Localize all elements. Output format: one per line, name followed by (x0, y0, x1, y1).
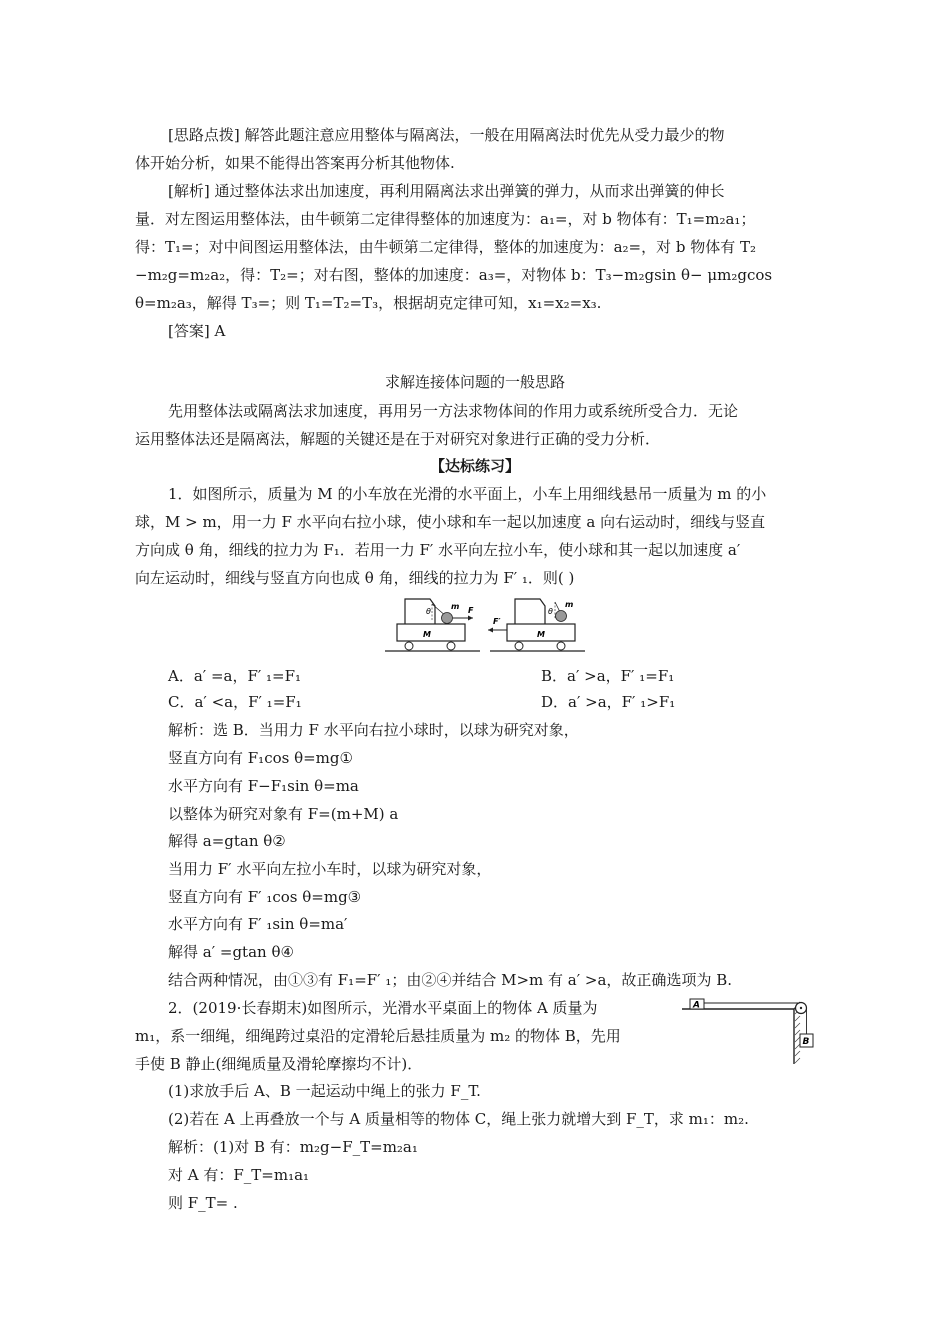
q1-line-2: 球，M > m，用一力 F 水平向右拉小球，使小球和车一起以加速度 a 向右运动时，细线与竖直 (135, 513, 766, 531)
q1-solution-line-1: 解析：选 B．当用力 F 水平向右拉小球时，以球为研究对象， (168, 721, 579, 739)
q1-solution-line-3: 水平方向有 F−F₁sin θ=ma (168, 777, 359, 795)
right-F-label: F′ (493, 617, 501, 626)
q2-part-1: (1)求放手后 A、B 一起运动中绳上的张力 F_T. (168, 1082, 481, 1100)
q1-solution-line-6: 当用力 F′ 水平向左拉小车时，以球为研究对象， (168, 860, 492, 878)
left-F-label: F (468, 606, 474, 615)
analysis-line-4: −m₂g=m₂a₂，得：T₂=；对右图，整体的加速度：a₃=，对物体 b：T₃−m₂gsin θ− μm₂gcos (135, 266, 773, 284)
q1-solution-line-5: 解得 a=gtan θ② (168, 832, 286, 850)
q1-line-1: 1．如图所示，质量为 M 的小车放在光滑的水平面上，小车上用细线悬吊一质量为 m 的小 (168, 485, 767, 503)
q1-option-c: C．a′ <a，F′ ₁=F₁ (168, 693, 302, 711)
analysis-line-2: 量．对左图运用整体法，由牛顿第二定律得整体的加速度为：a₁=，对 b 物体有：T₁=m₂a₁； (135, 210, 756, 228)
q2-part-2: (2)若在 A 上再叠放一个与 A 质量相等的物体 C，绳上张力就增大到 F_T，求 m₁：m₂. (168, 1110, 749, 1128)
summary-line-1: 先用整体法或隔离法求加速度，再用另一方法求物体间的作用力或系统所受合力．无论 (168, 402, 739, 420)
left-cart (397, 599, 473, 650)
q1-option-b: B．a′ >a，F′ ₁=F₁ (541, 667, 675, 685)
q2-solution-line-3: 则 F_T= . (168, 1194, 238, 1212)
right-cart (488, 599, 575, 650)
q1-solution-line-7: 竖直方向有 F′ ₁cos θ=mg③ (168, 888, 362, 906)
right-theta-label: θ (548, 607, 553, 616)
right-m-label: m (565, 600, 574, 609)
left-theta-label: θ (426, 607, 431, 616)
q1-line-3: 方向成 θ 角，细线的拉力为 F₁．若用一力 F′ 水平向左拉小车，使小球和其一起以加速度 a′ (135, 541, 741, 559)
q2-solution-line-1: 解析：(1)对 B 有：m₂g−F_T=m₂a₁ (168, 1138, 418, 1156)
analysis-line-5: θ=m₂a₃，解得 T₃=；则 T₁=T₂=T₃，根据胡克定律可知，x₁=x₂=x₃. (135, 294, 602, 312)
q1-line-4: 向左运动时，细线与竖直方向也成 θ 角，细线的拉力为 F′ ₁．则( ) (135, 569, 575, 587)
practice-heading: 【达标练习】 (429, 457, 520, 475)
q2-solution-line-2: 对 A 有：F_T=m₁a₁ (168, 1166, 310, 1184)
q1-solution-line-8: 水平方向有 F′ ₁sin θ=ma′ (168, 915, 348, 933)
figure-cart-pendulum (385, 594, 585, 656)
q1-solution-line-9: 解得 a′ =gtan θ④ (168, 943, 294, 961)
q2-line-1: 2．(2019·长春期末)如图所示，光滑水平桌面上的物体 A 质量为 (168, 999, 598, 1017)
answer-line: [答案] A (168, 322, 226, 340)
figure-table-pulley (682, 994, 817, 1066)
left-m-label: m (451, 602, 460, 611)
summary-title: 求解连接体问题的一般思路 (384, 373, 565, 391)
analysis-line-1: [解析] 通过整体法求出加速度，再利用隔离法求出弹簧的弹力，从而求出弹簧的伸长 (168, 182, 725, 200)
q1-option-a: A．a′ =a，F′ ₁=F₁ (168, 667, 302, 685)
hint-line-2: 体开始分析，如果不能得出答案再分析其他物体. (135, 154, 455, 172)
q1-solution-line-10: 结合两种情况，由①③有 F₁=F′ ₁；由②④并结合 M>m 有 a′ >a，故正确选项为 B. (168, 971, 732, 989)
q1-option-d: D．a′ >a，F′ ₁>F₁ (541, 693, 676, 711)
q2-line-2: m₁，系一细绳，细绳跨过桌沿的定滑轮后悬挂质量为 m₂ 的物体 B，先用 (135, 1027, 621, 1045)
summary-line-2: 运用整体法还是隔离法，解题的关键还是在于对研究对象进行正确的受力分析． (135, 430, 661, 448)
hint-line-1: [思路点拨] 解答此题注意应用整体与隔离法，一般在用隔离法时优先从受力最少的物 (168, 126, 725, 144)
block-a-label: A (693, 1000, 700, 1011)
analysis-line-3: 得：T₁=；对中间图运用整体法，由牛顿第二定律得，整体的加速度为：a₂=，对 b 物体有 T₂ (135, 238, 757, 256)
right-M-label: M (537, 630, 545, 639)
left-M-label: M (423, 630, 431, 639)
q1-solution-line-4: 以整体为研究对象有 F=(m+M) a (168, 805, 399, 823)
block-b-label: B (802, 1037, 810, 1047)
q1-solution-line-2: 竖直方向有 F₁cos θ=mg① (168, 749, 353, 767)
q2-line-3: 手使 B 静止(细绳质量及滑轮摩擦均不计)． (135, 1055, 423, 1073)
